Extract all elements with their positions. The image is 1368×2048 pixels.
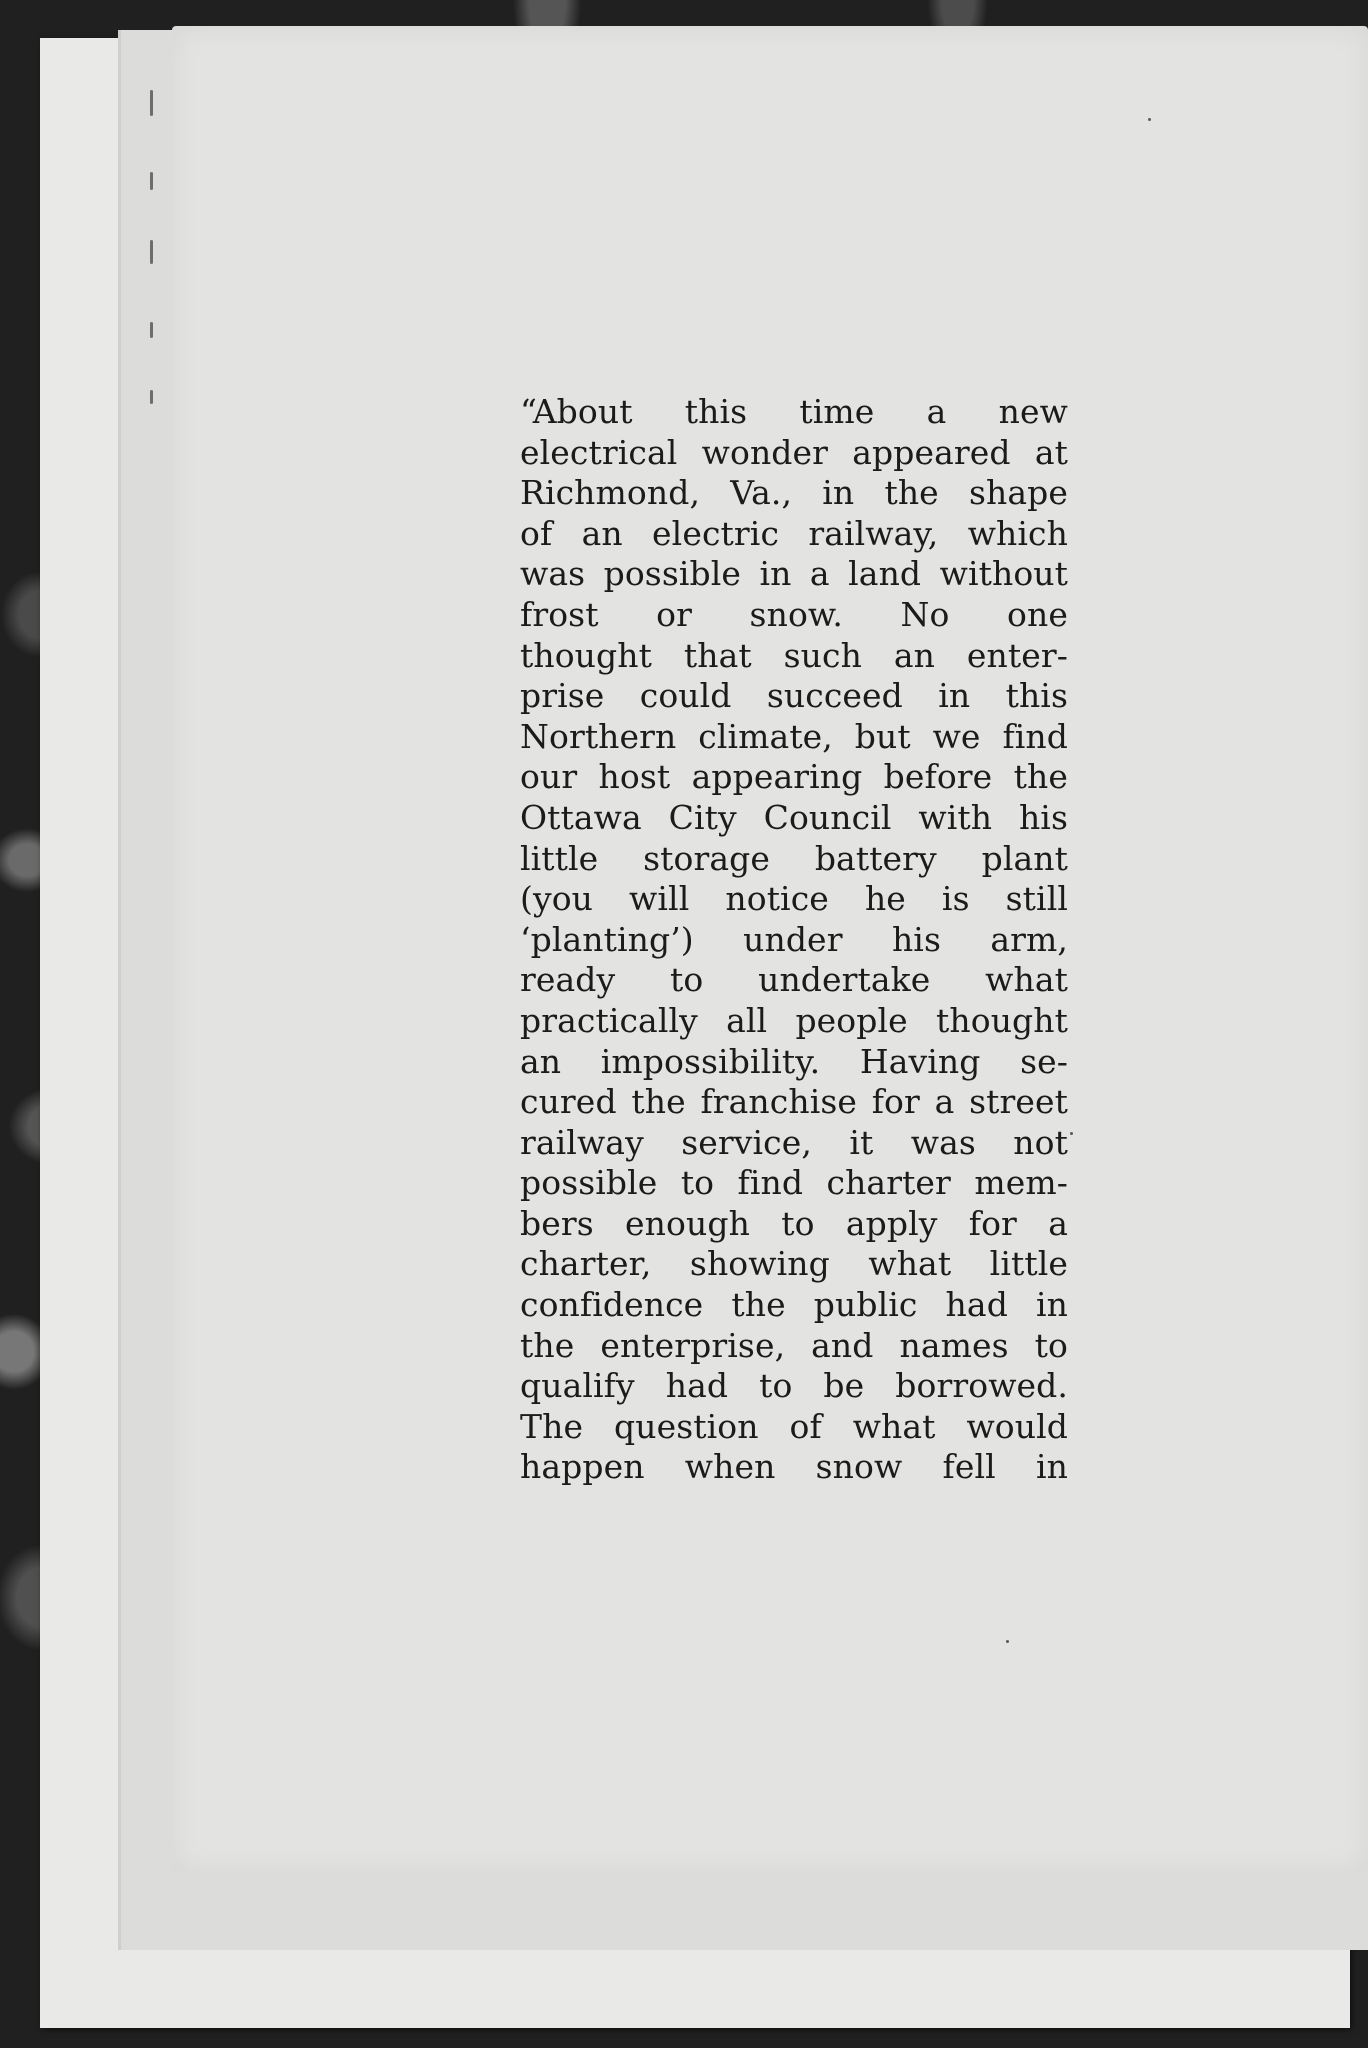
text-line: ready to undertake what — [520, 960, 1068, 1000]
text-line: the enterprise, and names to — [520, 1325, 1068, 1365]
text-line: happen when snow fell in — [520, 1447, 1068, 1487]
text-line: qualify had to be borrowed. — [520, 1366, 1068, 1406]
text-line: of an electric railway, which — [520, 513, 1068, 553]
text-line: possible to find charter mem- — [520, 1163, 1068, 1203]
paper-speck — [1070, 1132, 1073, 1135]
text-line: confidence the public had in — [520, 1285, 1068, 1325]
text-line: Ottawa City Council with his — [520, 797, 1068, 837]
text-line: little storage battery plant — [520, 838, 1068, 878]
text-line: electrical wonder appeared at — [520, 432, 1068, 472]
text-line: railway service, it was not — [520, 1122, 1068, 1162]
text-line: thought that such an enter- — [520, 635, 1068, 675]
paper-speck — [1006, 1640, 1009, 1643]
margin-marks — [146, 90, 166, 430]
text-line: ‘planting’) under his arm, — [520, 919, 1068, 959]
text-line: practically all people thought — [520, 1000, 1068, 1040]
text-line: prise could succeed in this — [520, 676, 1068, 716]
text-line: cured the franchise for a street — [520, 1082, 1068, 1122]
text-line: bers enough to apply for a — [520, 1203, 1068, 1243]
text-line: charter, showing what little — [520, 1244, 1068, 1284]
text-line: Northern climate, but we find — [520, 716, 1068, 756]
text-line: an impossibility. Having se- — [520, 1041, 1068, 1081]
text-line: (you will notice he is still — [520, 879, 1068, 919]
text-line: our host appearing before the — [520, 757, 1068, 797]
text-line: was possible in a land without — [520, 554, 1068, 594]
text-line: “About this time a new — [520, 392, 1068, 431]
text-line: The question of what would — [520, 1406, 1068, 1446]
text-line: Richmond, Va., in the shape — [520, 473, 1068, 513]
text-line: frost or snow. No one — [520, 594, 1068, 634]
body-text — [520, 392, 1068, 1488]
paper-speck — [1148, 118, 1151, 121]
